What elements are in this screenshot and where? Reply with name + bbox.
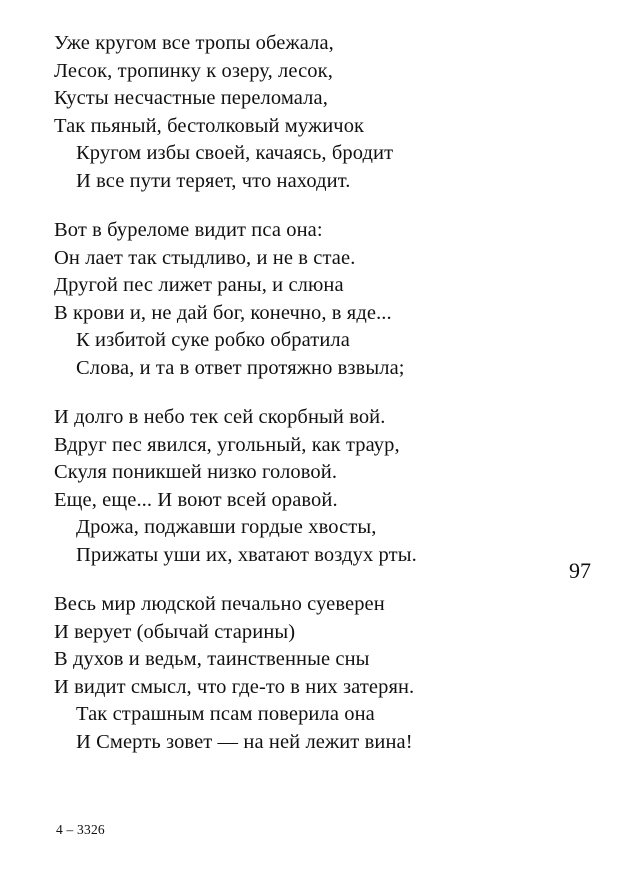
poem-line: Так пьяный, бестолковый мужичок: [54, 114, 365, 137]
poem-line: И Смерть зовет — на ней лежит вина!: [76, 730, 413, 753]
poem-body: [54, 30, 494, 778]
poem-line: Слова, и та в ответ протяжно взвыла;: [76, 356, 405, 379]
poem-line: Кругом избы своей, качаясь, бродит: [76, 142, 394, 164]
poem-line: Лесок, тропинку к озеру, лесок,: [54, 59, 333, 82]
poem-line: И видит смысл, что где-то в них затерян.: [54, 675, 415, 698]
poem-line: Другой пес лижет раны, и слюна: [54, 274, 344, 296]
stanza: [54, 217, 494, 382]
poem-line: И верует (обычай старины): [54, 620, 296, 643]
page-number: 97: [569, 558, 591, 583]
poem-line: Так страшным псам поверила она: [76, 703, 375, 725]
poem-line: Весь мир людской печально суеверен: [54, 593, 385, 615]
poem-line: Скуля поникшей низко головой.: [54, 461, 338, 483]
poem-line: В крови и, не дай бог, конечно, в яде...: [54, 301, 392, 324]
poem-line: Он лает так стыдливо, и не в стае.: [54, 246, 356, 269]
poem-line: И долго в небо тек сей скорбный вой.: [54, 406, 386, 428]
printer-signature-mark: 4 – 3326: [56, 822, 105, 837]
poem-line: Дрожа, поджавши гордые хвосты,: [76, 516, 377, 538]
poem-line: В духов и ведьм, таинственные сны: [54, 648, 370, 670]
poem-line: И все пути теряет, что находит.: [76, 169, 351, 192]
stanza: [54, 591, 494, 756]
stanza: [54, 404, 494, 569]
poem-line: Кусты несчастные переломала,: [54, 87, 328, 109]
poem-line: Вот в буреломе видит пса она:: [54, 219, 323, 241]
poem-line: Прижаты уши их, хватают воздух рты.: [76, 543, 417, 566]
stanza: [54, 30, 494, 195]
poem-line: Вдруг пес явился, угольный, как траур,: [54, 433, 400, 456]
poem-line: К избитой суке робко обратила: [76, 329, 350, 351]
poem-line: Еще, еще... И воют всей оравой.: [54, 488, 338, 511]
poem-line: Уже кругом все тропы обежала,: [54, 32, 334, 54]
